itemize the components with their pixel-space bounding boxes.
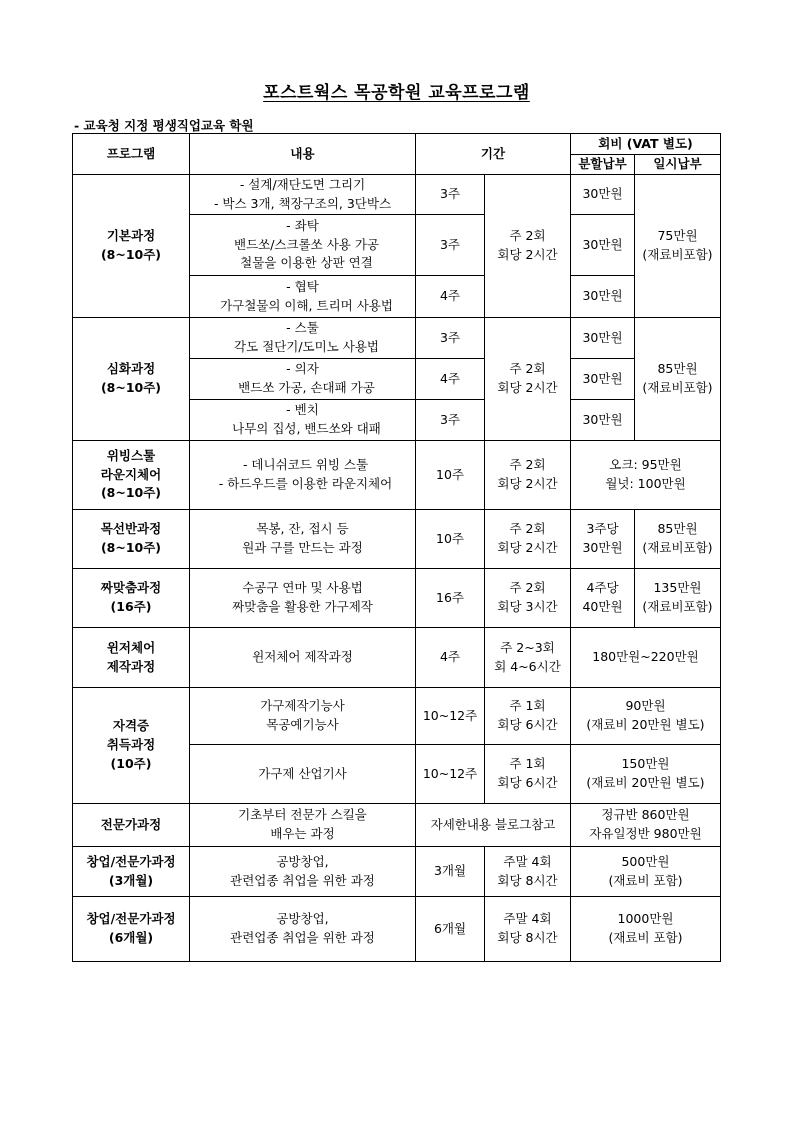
content-cell: - 벤치 나무의 집성, 밴드쏘와 대패 bbox=[190, 400, 416, 441]
table-row bbox=[73, 569, 721, 628]
table-row bbox=[73, 688, 721, 745]
page-title: 포스트웍스 목공학원 교육프로그램 bbox=[263, 83, 530, 103]
installment-cell: 4주당 40만원 bbox=[571, 569, 635, 628]
fee-cell: 오크: 95만원 월넛: 100만원 bbox=[571, 441, 721, 510]
content-cell: - 협탁 가구철물의 이해, 트리머 사용법 bbox=[190, 276, 416, 318]
schedule-cell: 주말 4회 회당 8시간 bbox=[485, 897, 571, 962]
schedule-cell: 주 1회 회당 6시간 bbox=[485, 688, 571, 745]
fee-cell: 500만원 (재료비 포함) bbox=[571, 847, 721, 897]
weeks-cell: 3개월 bbox=[416, 847, 485, 897]
fee-cell: 1000만원 (재료비 포함) bbox=[571, 897, 721, 962]
program-name-startup-3m: 창업/전문가과정 (3개월) bbox=[73, 847, 190, 897]
schedule-cell: 주 2회 회당 2시간 bbox=[485, 318, 571, 441]
header-fee: 회비 (VAT 별도) bbox=[571, 134, 721, 155]
header-content: 내용 bbox=[190, 134, 416, 175]
table-row bbox=[73, 847, 721, 897]
lump-cell: 135만원 (재료비포함) bbox=[635, 569, 721, 628]
lump-cell: 85만원 (재료비포함) bbox=[635, 510, 721, 569]
installment-cell: 30만원 bbox=[571, 318, 635, 359]
schedule-cell: 주 2회 회당 2시간 bbox=[485, 441, 571, 510]
fee-cell: 180만원~220만원 bbox=[571, 628, 721, 688]
content-cell: - 데니쉬코드 위빙 스툴 - 하드우드를 이용한 라운지체어 bbox=[190, 441, 416, 510]
program-name-joinery: 짜맞춤과정 (16주) bbox=[73, 569, 190, 628]
program-name-advanced: 심화과정 (8~10주) bbox=[73, 318, 190, 441]
schedule-cell: 주말 4회 회당 8시간 bbox=[485, 847, 571, 897]
installment-cell: 30만원 bbox=[571, 400, 635, 441]
weeks-cell: 4주 bbox=[416, 359, 485, 400]
program-name-basic: 기본과정 (8~10주) bbox=[73, 175, 190, 318]
lump-cell: 85만원 (재료비포함) bbox=[635, 318, 721, 441]
content-cell: 가구제 산업기사 bbox=[190, 745, 416, 804]
header-program: 프로그램 bbox=[73, 134, 190, 175]
weeks-cell: 10주 bbox=[416, 510, 485, 569]
table-row bbox=[73, 804, 721, 847]
weeks-cell: 10~12주 bbox=[416, 745, 485, 804]
table-row bbox=[73, 628, 721, 688]
period-cell: 자세한내용 블로그참고 bbox=[416, 804, 571, 847]
program-name-windsor: 윈저체어 제작과정 bbox=[73, 628, 190, 688]
content-cell: 기초부터 전문가 스킬을 배우는 과정 bbox=[190, 804, 416, 847]
table-row bbox=[73, 441, 721, 510]
program-name-expert: 전문가과정 bbox=[73, 804, 190, 847]
installment-cell: 30만원 bbox=[571, 175, 635, 215]
program-name-lathe: 목선반과정 (8~10주) bbox=[73, 510, 190, 569]
table-row bbox=[73, 897, 721, 962]
page-subtitle: - 교육청 지정 평생직업교육 학원 bbox=[74, 118, 254, 133]
program-name-cert: 자격증 취득과정 (10주) bbox=[73, 688, 190, 804]
table-row bbox=[73, 175, 721, 215]
header-period: 기간 bbox=[416, 134, 571, 175]
content-cell: 수공구 연마 및 사용법 짜맞춤을 활용한 가구제작 bbox=[190, 569, 416, 628]
schedule-cell: 주 1회 회당 6시간 bbox=[485, 745, 571, 804]
weeks-cell: 6개월 bbox=[416, 897, 485, 962]
content-cell: - 설계/재단도면 그리기 - 박스 3개, 책장구조의, 3단박스 bbox=[190, 175, 416, 215]
content-cell: 가구제작기능사 목공예기능사 bbox=[190, 688, 416, 745]
content-cell: - 의자 밴드쏘 가공, 손대패 가공 bbox=[190, 359, 416, 400]
content-cell: 공방창업, 관련업종 취업을 위한 과정 bbox=[190, 847, 416, 897]
schedule-cell: 주 2~3회 회 4~6시간 bbox=[485, 628, 571, 688]
program-name-startup-6m: 창업/전문가과정 (6개월) bbox=[73, 897, 190, 962]
content-cell: - 좌탁 밴드쏘/스크롤쏘 사용 가공 철물을 이용한 상판 연결 bbox=[190, 215, 416, 276]
schedule-cell: 주 2회 회당 2시간 bbox=[485, 175, 571, 318]
weeks-cell: 16주 bbox=[416, 569, 485, 628]
fee-cell: 150만원 (재료비 20만원 별도) bbox=[571, 745, 721, 804]
weeks-cell: 3주 bbox=[416, 400, 485, 441]
content-cell: 공방창업, 관련업종 취업을 위한 과정 bbox=[190, 897, 416, 962]
schedule-cell: 주 2회 회당 2시간 bbox=[485, 510, 571, 569]
program-table bbox=[72, 133, 721, 962]
program-name-weaving: 위빙스툴 라운지체어 (8~10주) bbox=[73, 441, 190, 510]
weeks-cell: 4주 bbox=[416, 628, 485, 688]
content-cell: - 스툴 각도 절단기/도미노 사용법 bbox=[190, 318, 416, 359]
header-installment: 분할납부 bbox=[571, 155, 635, 175]
weeks-cell: 4주 bbox=[416, 276, 485, 318]
fee-cell: 90만원 (재료비 20만원 별도) bbox=[571, 688, 721, 745]
installment-cell: 30만원 bbox=[571, 359, 635, 400]
header-row bbox=[73, 134, 721, 155]
weeks-cell: 3주 bbox=[416, 318, 485, 359]
weeks-cell: 10주 bbox=[416, 441, 485, 510]
table-row bbox=[73, 318, 721, 359]
fee-cell: 정규반 860만원 자유일정반 980만원 bbox=[571, 804, 721, 847]
lump-cell: 75만원 (재료비포함) bbox=[635, 175, 721, 318]
header-lump: 일시납부 bbox=[635, 155, 721, 175]
table-row bbox=[73, 510, 721, 569]
schedule-cell: 주 2회 회당 3시간 bbox=[485, 569, 571, 628]
weeks-cell: 3주 bbox=[416, 175, 485, 215]
installment-cell: 30만원 bbox=[571, 276, 635, 318]
installment-cell: 3주당 30만원 bbox=[571, 510, 635, 569]
content-cell: 목봉, 잔, 접시 등 원과 구를 만드는 과정 bbox=[190, 510, 416, 569]
content-cell: 윈저체어 제작과정 bbox=[190, 628, 416, 688]
installment-cell: 30만원 bbox=[571, 215, 635, 276]
weeks-cell: 10~12주 bbox=[416, 688, 485, 745]
weeks-cell: 3주 bbox=[416, 215, 485, 276]
